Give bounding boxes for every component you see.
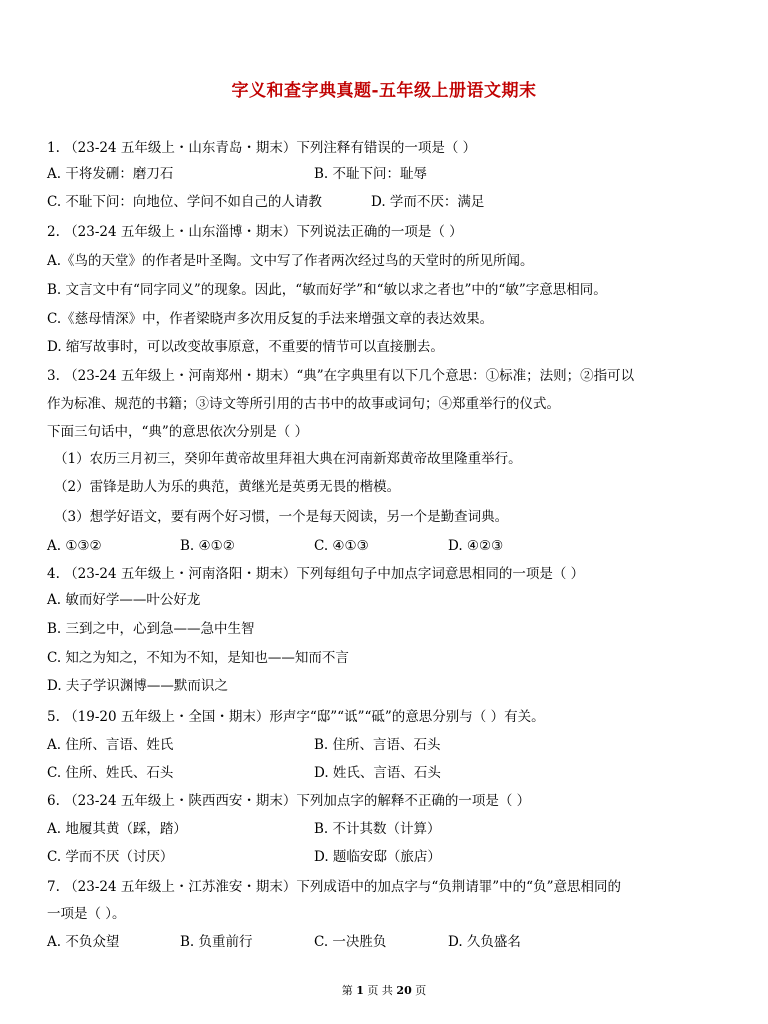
q6-option-a: A. 地履其黄（踩，踏） [47,821,187,837]
q6-option-d: D. 题临安邸（旅店） [314,849,441,865]
q4-option-d: D. 夫子学识渊博——默而识之 [47,678,228,694]
q2-option-b: B. 文言文中有“同字同义”的现象。因此，“敏而好学”和“敏以求之者也”中的“敏”字意思相同。 [47,282,607,298]
page-footer [0,982,768,998]
q6-option-c: C. 学而不厌（讨厌） [47,849,174,865]
q3-option-a: A. ①③② [47,538,102,554]
q7-option-d: D. 久负盛名 [448,934,521,950]
question-2-stem: 2. （23-24 五年级上・山东淄博・期末）下列说法正确的一项是（ ） [47,224,463,240]
q3-sentence-2: （2）雷锋是助人为乐的典范，黄继光是英勇无畏的楷模。 [54,479,401,495]
footer-prefix: 第 [341,984,353,997]
footer-page-number: 1 [356,984,364,997]
question-5-stem: 5. （19-20 五年级上・全国・期末）形声字“邸”“诋”“砥”的意思分别与（ ）有关。 [47,709,545,725]
q5-option-c: C. 住所、姓氏、石头 [47,765,174,781]
question-7-stem-line-1: 7. （23-24 五年级上・江苏淮安・期末）下列成语中的加点字与“负荆请罪”中的“负”意思相同的 [47,879,621,895]
q3-sentence-1: （1）农历三月初三，癸卯年黄帝故里拜祖大典在河南新郑黄帝故里隆重举行。 [54,451,522,467]
q7-option-a: A. 不负众望 [47,934,120,950]
q7-option-b: B. 负重前行 [180,934,253,950]
question-3-stem-line-1: 3. （23-24 五年级上・河南郑州・期末）“典”在字典里有以下几个意思：①标准；法则；②指可以 [47,368,635,384]
q1-option-b: B. 不耻下问：耻辱 [314,166,428,182]
q3-option-d: D. ④②③ [448,538,504,554]
page-title: 字义和查字典真题-五年级上册语文期末 [231,81,537,101]
question-3-stem-line-3: 下面三句话中，“典”的意思依次分别是（ ） [47,424,309,440]
q2-option-d: D. 缩写故事时，可以改变故事原意，不重要的情节可以直接删去。 [47,339,444,355]
question-3-stem-line-2: 作为标准、规范的书籍；③诗文等所引用的古书中的故事或词句；④郑重举行的仪式。 [47,396,560,412]
q1-option-a: A. 干将发硎：磨刀石 [47,166,174,182]
question-4-stem: 4. （23-24 五年级上・河南洛阳・期末）下列每组句子中加点字词意思相同的一项是（ ） [47,566,585,582]
q5-option-a: A. 住所、言语、姓氏 [47,737,174,753]
footer-suffix: 页 [415,984,427,997]
q1-option-c: C. 不耻下问：向地位、学问不如自己的人请教 [47,194,322,210]
q3-option-c: C. ④①③ [314,538,369,554]
q2-option-c: C.《慈母情深》中，作者梁晓声多次用反复的手法来增强文章的表达效果。 [47,311,494,327]
q6-option-b: B. 不计其数（计算） [314,821,441,837]
question-1-stem: 1. （23-24 五年级上・山东青岛・期末）下列注释有错误的一项是（ ） [47,140,477,156]
question-7-stem-line-2: 一项是（ ）。 [47,906,126,922]
q3-option-b: B. ④①② [180,538,235,554]
q1-option-d: D. 学而不厌：满足 [371,194,485,210]
q4-option-c: C. 知之为知之，不知为不知，是知也——知而不言 [47,650,349,666]
question-6-stem: 6. （23-24 五年级上・陕西西安・期末）下列加点字的解释不正确的一项是（ ） [47,793,531,809]
q3-sentence-3: （3）想学好语文，要有两个好习惯，一个是每天阅读，另一个是勤查词典。 [54,509,509,525]
footer-total-pages: 20 [396,984,412,997]
q5-option-b: B. 住所、言语、石头 [314,737,441,753]
footer-middle: 页 共 [367,984,393,997]
q2-option-a: A.《鸟的天堂》的作者是叶圣陶。文中写了作者两次经过鸟的天堂时的所见所闻。 [47,253,534,269]
q5-option-d: D. 姓氏、言语、石头 [314,765,441,781]
q4-option-a: A. 敏而好学——叶公好龙 [47,592,201,608]
q4-option-b: B. 三到之中，心到急——急中生智 [47,621,255,637]
q7-option-c: C. 一决胜负 [314,934,387,950]
